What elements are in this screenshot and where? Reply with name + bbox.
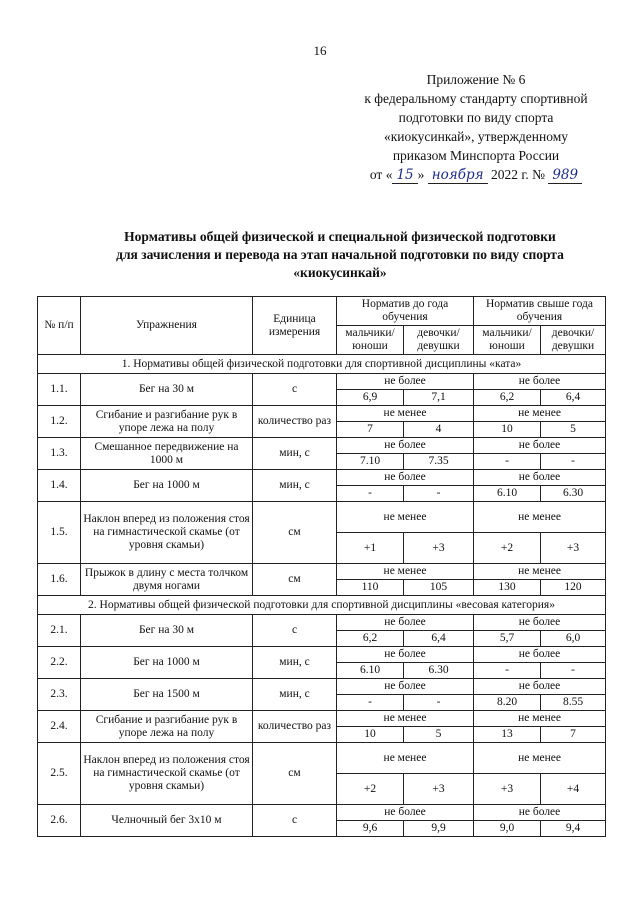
value-girls-over-year: 120 bbox=[541, 580, 606, 596]
value-girls-up-to-year: 6,4 bbox=[404, 631, 474, 647]
document-title bbox=[60, 228, 620, 282]
table-row bbox=[38, 805, 606, 821]
header-boys: мальчики/ юноши bbox=[337, 326, 404, 355]
table-row bbox=[38, 647, 606, 663]
row-condition-up-to-year: не более bbox=[337, 374, 474, 390]
row-number: 2.5. bbox=[38, 743, 81, 805]
value-girls-up-to-year: 7,1 bbox=[404, 390, 474, 406]
appendix-date-line bbox=[346, 165, 606, 185]
value-boys-over-year: 8.20 bbox=[474, 695, 541, 711]
row-number: 2.3. bbox=[38, 679, 81, 711]
row-number: 1.1. bbox=[38, 374, 81, 406]
row-number: 1.4. bbox=[38, 470, 81, 502]
value-girls-over-year: 8.55 bbox=[541, 695, 606, 711]
row-number: 2.6. bbox=[38, 805, 81, 837]
value-boys-over-year: 5,7 bbox=[474, 631, 541, 647]
row-condition-up-to-year: не более bbox=[337, 615, 474, 631]
row-condition-over-year: не менее bbox=[474, 564, 606, 580]
value-girls-over-year: 6,4 bbox=[541, 390, 606, 406]
row-exercise: Наклон вперед из положения стоя на гимнастической скамье (от уровня скамьи) bbox=[81, 502, 253, 564]
value-girls-up-to-year: +3 bbox=[404, 533, 474, 564]
row-exercise: Бег на 30 м bbox=[81, 615, 253, 647]
value-boys-up-to-year: 110 bbox=[337, 580, 404, 596]
value-boys-up-to-year: - bbox=[337, 695, 404, 711]
appendix-line: приказом Минспорта России bbox=[392, 148, 560, 163]
header-row bbox=[38, 297, 606, 326]
row-unit: количество раз bbox=[253, 406, 337, 438]
value-boys-over-year: 10 bbox=[474, 422, 541, 438]
section-row bbox=[38, 355, 606, 374]
norms-table bbox=[37, 296, 606, 837]
table-row bbox=[38, 502, 606, 533]
row-unit: количество раз bbox=[253, 711, 337, 743]
row-exercise: Челночный бег 3х10 м bbox=[81, 805, 253, 837]
appendix-line: подготовки по виду спорта bbox=[398, 110, 554, 125]
table-row bbox=[38, 711, 606, 727]
value-boys-over-year: 6,2 bbox=[474, 390, 541, 406]
row-number: 1.3. bbox=[38, 438, 81, 470]
value-girls-up-to-year: 4 bbox=[404, 422, 474, 438]
row-number: 1.6. bbox=[38, 564, 81, 596]
value-boys-up-to-year: +1 bbox=[337, 533, 404, 564]
row-exercise: Прыжок в длину с места толчком двумя ногами bbox=[81, 564, 253, 596]
value-boys-up-to-year: 9,6 bbox=[337, 821, 404, 837]
value-girls-over-year: - bbox=[541, 663, 606, 679]
table-row bbox=[38, 615, 606, 631]
row-condition-up-to-year: не более bbox=[337, 805, 474, 821]
handwritten-order-number: 989 bbox=[548, 167, 582, 184]
row-condition-over-year: не более bbox=[474, 615, 606, 631]
value-girls-over-year: 5 bbox=[541, 422, 606, 438]
value-boys-over-year: - bbox=[474, 663, 541, 679]
value-girls-over-year: +3 bbox=[541, 533, 606, 564]
row-condition-over-year: не более bbox=[474, 438, 606, 454]
value-girls-up-to-year: 9,9 bbox=[404, 821, 474, 837]
row-exercise: Бег на 1000 м bbox=[81, 647, 253, 679]
row-number: 1.2. bbox=[38, 406, 81, 438]
row-condition-over-year: не менее bbox=[474, 711, 606, 727]
value-girls-over-year: +4 bbox=[541, 774, 606, 805]
row-condition-up-to-year: не менее bbox=[337, 711, 474, 727]
title-line: «киокусинкай» bbox=[293, 265, 387, 280]
row-unit: с bbox=[253, 615, 337, 647]
table-row bbox=[38, 406, 606, 422]
section-title: 2. Нормативы общей физической подготовки для спортивной дисциплины «весовая категория» bbox=[38, 596, 606, 615]
row-number: 2.2. bbox=[38, 647, 81, 679]
table-row bbox=[38, 743, 606, 774]
row-condition-up-to-year: не менее bbox=[337, 406, 474, 422]
row-number: 2.1. bbox=[38, 615, 81, 647]
row-condition-over-year: не менее bbox=[474, 743, 606, 774]
row-unit: мин, с bbox=[253, 470, 337, 502]
table-row bbox=[38, 564, 606, 580]
header-unit: Единица измерения bbox=[253, 297, 337, 355]
row-unit: с bbox=[253, 805, 337, 837]
section-title: 1. Нормативы общей физической подготовки для спортивной дисциплины «ката» bbox=[38, 355, 606, 374]
date-mid: » bbox=[417, 167, 425, 182]
row-unit: см bbox=[253, 564, 337, 596]
header-num: № п/п bbox=[38, 297, 81, 355]
handwritten-day: 15 bbox=[392, 167, 417, 184]
row-condition-over-year: не более bbox=[474, 679, 606, 695]
row-condition-over-year: не более bbox=[474, 647, 606, 663]
row-exercise: Бег на 1500 м bbox=[81, 679, 253, 711]
value-girls-over-year: - bbox=[541, 454, 606, 470]
value-boys-over-year: 130 bbox=[474, 580, 541, 596]
value-girls-over-year: 6,0 bbox=[541, 631, 606, 647]
header-group-over-year: Норматив свыше года обучения bbox=[474, 297, 606, 326]
value-girls-up-to-year: 6.30 bbox=[404, 663, 474, 679]
row-exercise: Бег на 1000 м bbox=[81, 470, 253, 502]
value-boys-over-year: - bbox=[474, 454, 541, 470]
header-boys: мальчики/ юноши bbox=[474, 326, 541, 355]
row-unit: см bbox=[253, 502, 337, 564]
value-girls-up-to-year: - bbox=[404, 695, 474, 711]
header-girls: девочки/ девушки bbox=[541, 326, 606, 355]
date-year: 2022 г. № bbox=[490, 167, 545, 182]
value-boys-up-to-year: +2 bbox=[337, 774, 404, 805]
row-condition-up-to-year: не менее bbox=[337, 743, 474, 774]
value-boys-over-year: 13 bbox=[474, 727, 541, 743]
value-boys-over-year: +3 bbox=[474, 774, 541, 805]
title-line: для зачисления и перевода на этап начальной подготовки по виду спорта bbox=[116, 247, 564, 262]
row-number: 2.4. bbox=[38, 711, 81, 743]
value-boys-up-to-year: - bbox=[337, 486, 404, 502]
row-condition-up-to-year: не более bbox=[337, 679, 474, 695]
value-boys-up-to-year: 6,9 bbox=[337, 390, 404, 406]
header-exercise: Упражнения bbox=[81, 297, 253, 355]
row-condition-up-to-year: не более bbox=[337, 470, 474, 486]
row-unit: с bbox=[253, 374, 337, 406]
appendix-block bbox=[346, 70, 606, 185]
handwritten-month: ноября bbox=[428, 167, 488, 184]
table-row bbox=[38, 374, 606, 390]
value-girls-up-to-year: +3 bbox=[404, 774, 474, 805]
row-exercise: Наклон вперед из положения стоя на гимнастической скамье (от уровня скамьи) bbox=[81, 743, 253, 805]
value-girls-over-year: 7 bbox=[541, 727, 606, 743]
row-exercise: Бег на 30 м bbox=[81, 374, 253, 406]
row-condition-over-year: не более bbox=[474, 470, 606, 486]
page-number: 16 bbox=[313, 43, 327, 58]
row-unit: см bbox=[253, 743, 337, 805]
row-condition-over-year: не менее bbox=[474, 406, 606, 422]
value-boys-over-year: 6.10 bbox=[474, 486, 541, 502]
row-condition-up-to-year: не более bbox=[337, 647, 474, 663]
value-girls-over-year: 9,4 bbox=[541, 821, 606, 837]
value-boys-up-to-year: 10 bbox=[337, 727, 404, 743]
value-girls-up-to-year: 5 bbox=[404, 727, 474, 743]
row-exercise: Сгибание и разгибание рук в упоре лежа на полу bbox=[81, 711, 253, 743]
row-exercise: Сгибание и разгибание рук в упоре лежа на полу bbox=[81, 406, 253, 438]
title-line: Нормативы общей физической и специальной физической подготовки bbox=[124, 229, 556, 244]
row-exercise: Смешанное передвижение на 1000 м bbox=[81, 438, 253, 470]
value-boys-over-year: 9,0 bbox=[474, 821, 541, 837]
row-condition-up-to-year: не более bbox=[337, 438, 474, 454]
section-row bbox=[38, 596, 606, 615]
appendix-line: к федеральному стандарту спортивной bbox=[364, 91, 588, 106]
table-row bbox=[38, 679, 606, 695]
header-girls: девочки/ девушки bbox=[404, 326, 474, 355]
row-number: 1.5. bbox=[38, 502, 81, 564]
row-condition-over-year: не более bbox=[474, 805, 606, 821]
header-group-up-to-year: Норматив до года обучения bbox=[337, 297, 474, 326]
value-boys-up-to-year: 7 bbox=[337, 422, 404, 438]
value-girls-up-to-year: - bbox=[404, 486, 474, 502]
row-unit: мин, с bbox=[253, 679, 337, 711]
value-girls-up-to-year: 7.35 bbox=[404, 454, 474, 470]
table-row bbox=[38, 470, 606, 486]
appendix-line: «киокусинкай», утвержденному bbox=[383, 129, 569, 144]
date-prefix: от « bbox=[369, 167, 393, 182]
value-boys-over-year: +2 bbox=[474, 533, 541, 564]
value-girls-up-to-year: 105 bbox=[404, 580, 474, 596]
value-boys-up-to-year: 6,2 bbox=[337, 631, 404, 647]
row-unit: мин, с bbox=[253, 647, 337, 679]
row-unit: мин, с bbox=[253, 438, 337, 470]
value-girls-over-year: 6.30 bbox=[541, 486, 606, 502]
value-boys-up-to-year: 7.10 bbox=[337, 454, 404, 470]
row-condition-over-year: не менее bbox=[474, 502, 606, 533]
row-condition-up-to-year: не менее bbox=[337, 502, 474, 533]
appendix-line: Приложение № 6 bbox=[426, 72, 526, 87]
value-boys-up-to-year: 6.10 bbox=[337, 663, 404, 679]
table-row bbox=[38, 438, 606, 454]
row-condition-up-to-year: не менее bbox=[337, 564, 474, 580]
row-condition-over-year: не более bbox=[474, 374, 606, 390]
